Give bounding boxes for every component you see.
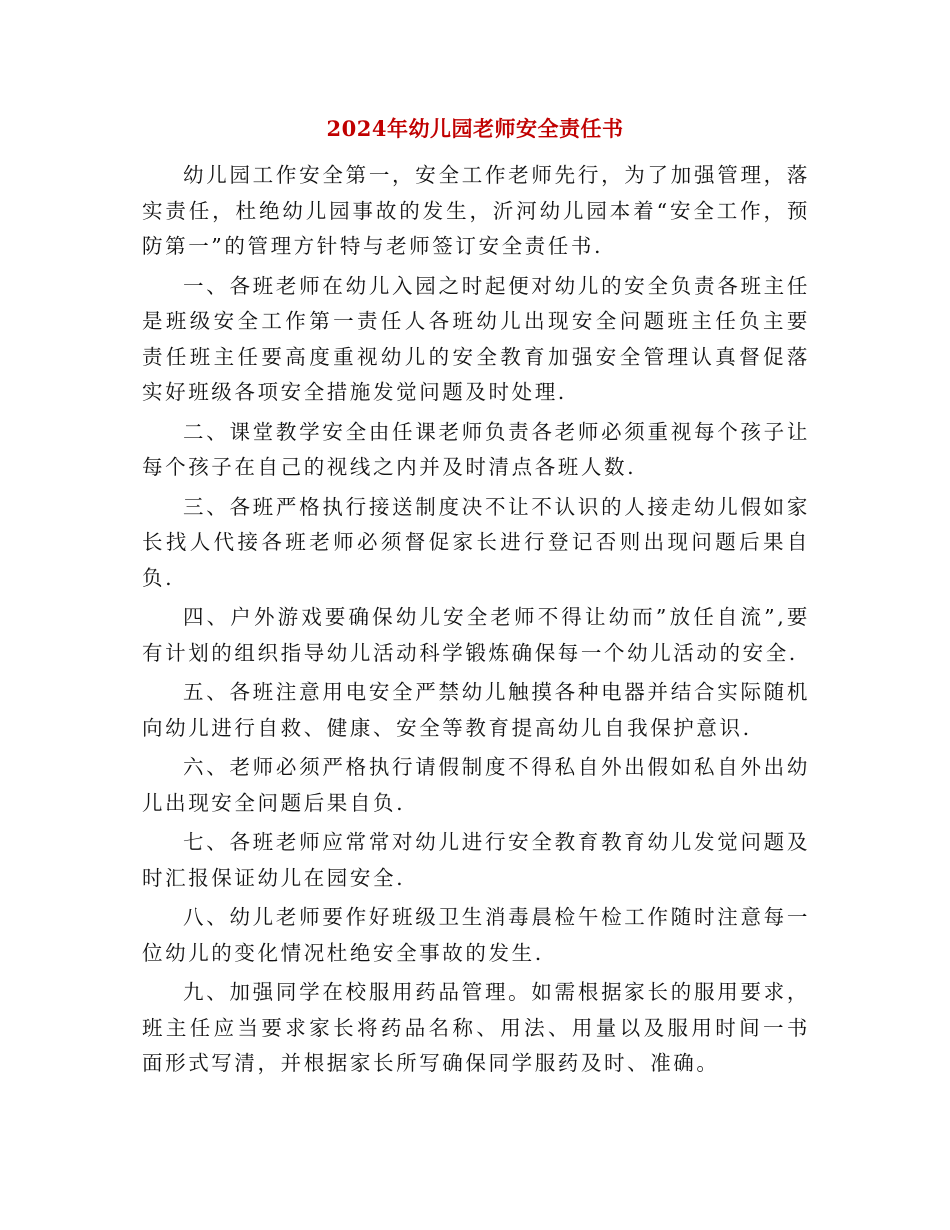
- paragraph-item-1: 一、各班老师在幼儿入园之时起便对幼儿的安全负责各班主任是班级安全工作第一责任人各班幼儿出现安全问题班主任负主要责任班主任要高度重视幼儿的安全教育加强安全管理认真督促落实好班级各项安全措施发觉问题及时处理.: [142, 273, 810, 404]
- paragraph-intro: 幼儿园工作安全第一，安全工作老师先行，为了加强管理，落实责任，杜绝幼儿园事故的发生，沂河幼儿园本着“安全工作，预防第一”的管理方针特与老师签订安全责任书.: [142, 163, 810, 258]
- paragraph-item-7: 七、各班老师应常常对幼儿进行安全教育教育幼儿发觉问题及时汇报保证幼儿在园安全.: [142, 830, 810, 890]
- paragraph-item-2: 二、课堂教学安全由任课老师负责各老师必须重视每个孩子让每个孩子在自己的视线之内并及时清点各班人数.: [142, 419, 810, 479]
- paragraph-item-8: 八、幼儿老师要作好班级卫生消毒晨检午检工作随时注意每一位幼儿的变化情况杜绝安全事故的发生.: [142, 905, 810, 965]
- document-title: 2024年幼儿园老师安全责任书: [326, 116, 624, 141]
- paragraph-item-9: 九、加强同学在校服用药品管理。如需根据家长的服用要求，班主任应当要求家长将药品名称、用法、用量以及服用时间一书面形式写清，并根据家长所写确保同学服药及时、准确。: [142, 980, 810, 1075]
- paragraph-item-5: 五、各班注意用电安全严禁幼儿触摸各种电器并结合实际随机向幼儿进行自救、健康、安全等教育提高幼儿自我保护意识.: [142, 680, 810, 740]
- document-body: [142, 158, 810, 1086]
- paragraph-item-6: 六、老师必须严格执行请假制度不得私自外出假如私自外出幼儿出现安全问题后果自负.: [142, 755, 810, 815]
- paragraph-item-4: 四、户外游戏要确保幼儿安全老师不得让幼而”放任自流”,要有计划的组织指导幼儿活动科学锻炼确保每一个幼儿活动的安全.: [142, 605, 810, 665]
- paragraph-item-3: 三、各班严格执行接送制度决不让不认识的人接走幼儿假如家长找人代接各班老师必须督促家长进行登记否则出现问题后果自负.: [142, 494, 810, 590]
